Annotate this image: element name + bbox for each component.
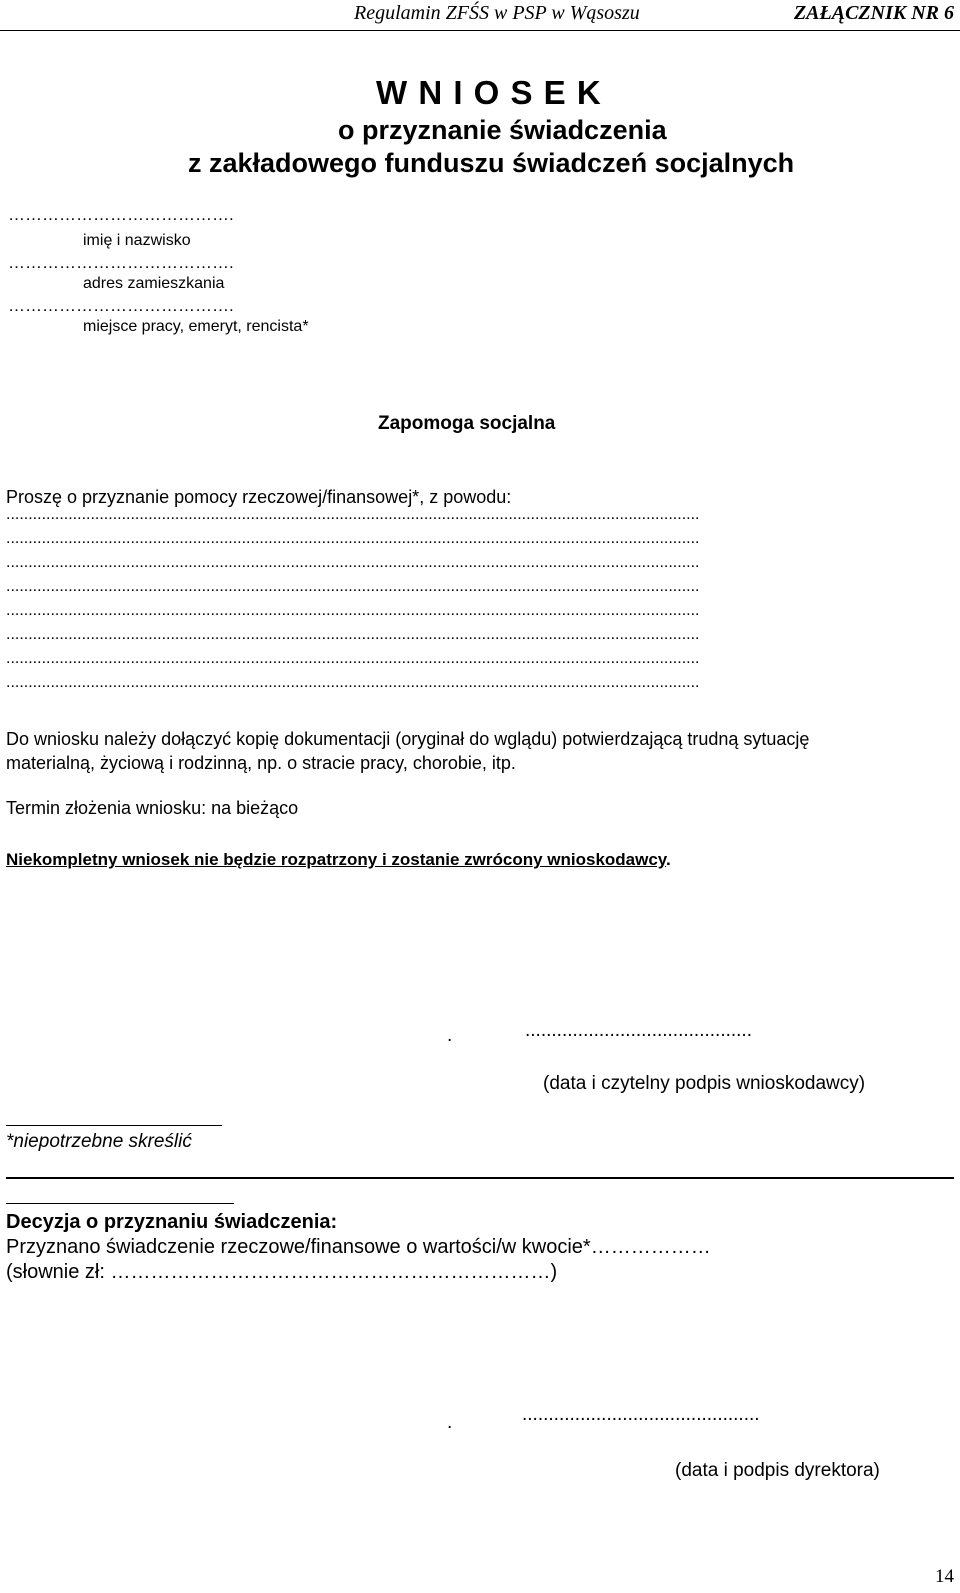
reason-line-3[interactable]: ............................................................................................................................................................: [6, 554, 700, 571]
workplace-label: miejsce pracy, emeryt, rencista*: [83, 318, 309, 335]
name-label: imię i nazwisko: [83, 232, 191, 249]
director-signature-dot: .: [447, 1412, 453, 1433]
attachment-note-line-1: Do wniosku należy dołączyć kopię dokumentacji (oryginał do wglądu) potwierdzającą trudną sytuację: [6, 729, 810, 749]
deadline-text: Termin złożenia wniosku: na bieżąco: [6, 798, 299, 818]
signature-dot: .: [447, 1025, 453, 1046]
reason-line-6[interactable]: ............................................................................................................................................................: [6, 626, 700, 643]
incomplete-warning-text: Niekompletny wniosek nie będzie rozpatrzony i zostanie zwrócony wnioskodawcy: [6, 850, 666, 869]
name-field[interactable]: ………………………………….: [8, 205, 234, 224]
decision-amount-line[interactable]: Przyznano świadczenie rzeczowe/finansowe o wartości/w kwocie*………………: [6, 1236, 711, 1258]
incomplete-warning-period: .: [666, 850, 671, 869]
address-field[interactable]: ………………………………….: [8, 253, 234, 272]
applicant-signature-field[interactable]: ...........................................: [525, 1020, 752, 1041]
header-rule: [0, 30, 960, 31]
address-label: adres zamieszkania: [83, 275, 225, 292]
reason-line-2[interactable]: ............................................................................................................................................................: [6, 530, 700, 547]
attachment-note-line-2: materialną, życiową i rodzinną, np. o stracie pracy, chorobie, itp.: [6, 753, 516, 773]
applicant-signature-label: (data i czytelny podpis wnioskodawcy): [543, 1073, 866, 1094]
decision-rule: [6, 1203, 234, 1204]
document-subtitle-1: o przyznanie świadczenia: [338, 115, 667, 145]
document-title: W N I O S E K: [376, 74, 602, 111]
regulation-header: Regulamin ZFŚS w PSP w Wąsoszu: [354, 2, 640, 24]
attachment-number: ZAŁĄCZNIK NR 6: [793, 2, 954, 24]
page-number: 14: [935, 1566, 954, 1587]
reason-line-5[interactable]: ............................................................................................................................................................: [6, 602, 700, 619]
footnote: *niepotrzebne skreślić: [6, 1131, 192, 1152]
document-subtitle-2: z zakładowego funduszu świadczeń socjalnych: [188, 148, 795, 178]
section-title: Zapomoga socjalna: [378, 413, 556, 434]
incomplete-warning: [6, 850, 671, 870]
section-divider: [6, 1177, 954, 1179]
reason-line-4[interactable]: ............................................................................................................................................................: [6, 578, 700, 595]
workplace-field[interactable]: ………………………………….: [8, 296, 234, 315]
reason-line-7[interactable]: ............................................................................................................................................................: [6, 650, 700, 667]
director-signature-field[interactable]: .............................................: [522, 1404, 760, 1425]
decision-heading: Decyzja o przyznaniu świadczenia:: [6, 1211, 338, 1233]
director-signature-label: (data i podpis dyrektora): [675, 1460, 880, 1481]
reason-line-8[interactable]: ............................................................................................................................................................: [6, 674, 700, 691]
reason-line-1[interactable]: ............................................................................................................................................................: [6, 506, 700, 523]
request-text: Proszę o przyznanie pomocy rzeczowej/finansowej*, z powodu:: [6, 487, 512, 507]
decision-words-line[interactable]: (słownie zł: …………………………………………………………): [6, 1261, 558, 1283]
footnote-rule: [6, 1125, 222, 1126]
